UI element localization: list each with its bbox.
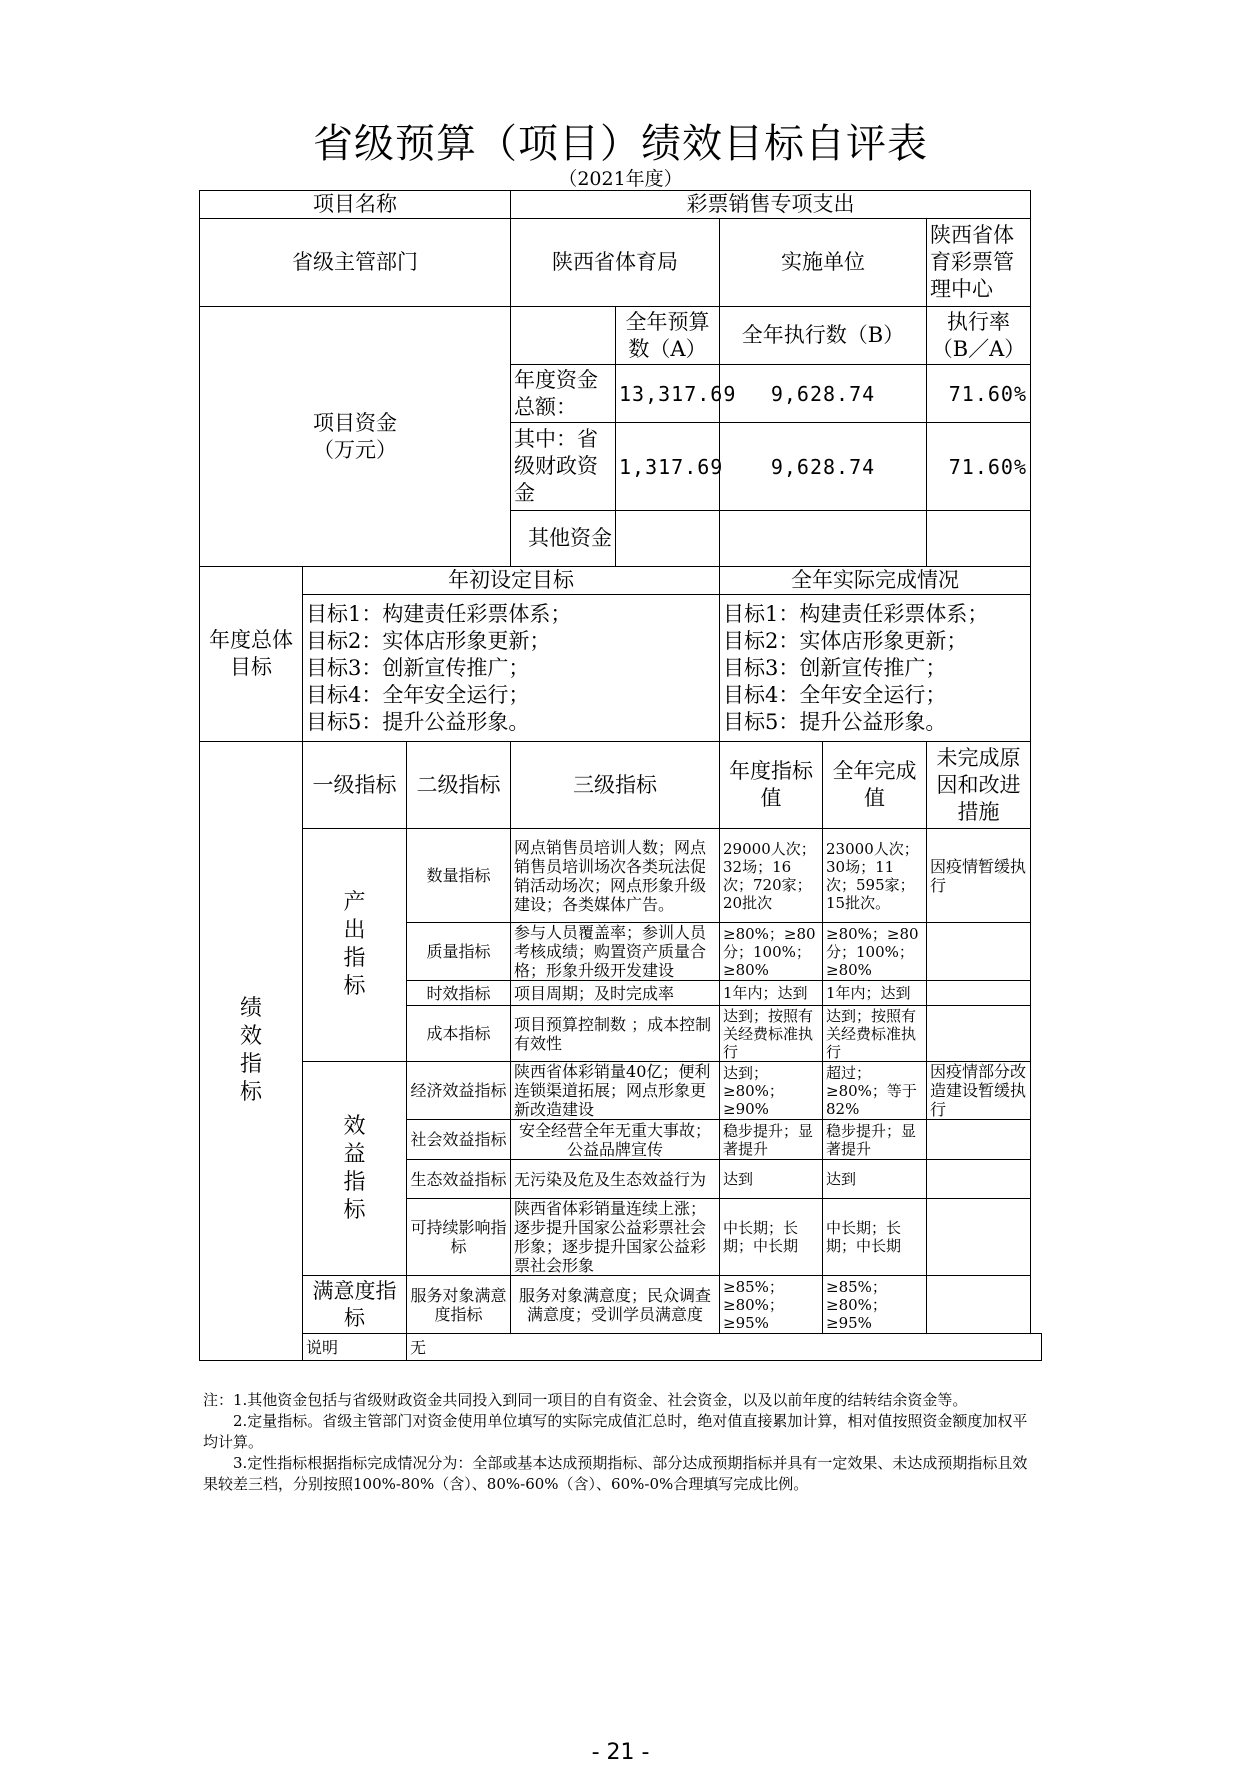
page-number: - 21 - — [591, 1740, 650, 1765]
benefit-reason — [927, 1120, 1031, 1160]
col-budget-header: 全年预算数（A） — [616, 307, 720, 365]
project-name-value: 彩票销售专项支出 — [511, 191, 1031, 219]
benefit-label — [303, 1062, 407, 1276]
goals-label: 年度总体目标 — [200, 567, 303, 742]
output-l2: 成本指标 — [407, 1006, 511, 1062]
funds-rate-value: 71.60% — [927, 365, 1031, 423]
note-2: 2.定量指标。省级主管部门对资金使用单位填写的实际完成值汇总时，绝对值直接累加计算，相对值按照资金额度加权平均计算。 — [203, 1412, 1028, 1451]
benefit-l2: 经济效益指标 — [407, 1062, 511, 1120]
note-3: 3.定性指标根据指标完成情况分为：全部或基本达成预期指标、部分达成预期指标并具有一定效果、未达成预期指标且效果较差三档，分别按照100%-80%（含）、80%-60%（含）、60%-0%合理填写完成比例。 — [203, 1454, 1028, 1493]
output-l2: 数量指标 — [407, 829, 511, 923]
output-actual: 达到；按照有关经费标准执行 — [823, 1006, 927, 1062]
funds-row-label: 其他资金 — [511, 511, 616, 567]
benefit-actual: 稳步提升；显著提升 — [823, 1120, 927, 1160]
header-l2: 二级指标 — [407, 742, 511, 829]
output-reason — [927, 923, 1031, 981]
funds-header-blank — [511, 307, 616, 365]
output-l3: 网点销售员培训人数；网点销售员培训场次各类玩法促销活动场次；网点形象升级建设；各类媒体广告。 — [511, 829, 720, 923]
benefit-l3: 陕西省体彩销量40亿；便利连锁渠道拓展；网点形象更新改造建设 — [511, 1062, 720, 1120]
funds-rate-value — [927, 511, 1031, 567]
indicators-label — [200, 742, 303, 1361]
goals-actual-text: 目标1：构建责任彩票体系； 目标2：实体店形象更新； 目标3：创新宣传推广； 目标4：全年安全运行； 目标5：提升公益形象。 — [720, 595, 1031, 742]
benefit-l3: 陕西省体彩销量连续上涨；逐步提升国家公益彩票社会形象；逐步提升国家公益彩票社会形象 — [511, 1199, 720, 1276]
benefit-reason — [927, 1160, 1031, 1199]
project-name-label: 项目名称 — [200, 191, 511, 219]
satisfaction-l2: 服务对象满意度指标 — [407, 1276, 511, 1334]
funds-exec-value — [720, 511, 927, 567]
benefit-target: 中长期；长期；中长期 — [720, 1199, 823, 1276]
output-label-text: 产出指标 — [343, 890, 366, 999]
output-reason: 因疫情暂缓执行 — [927, 829, 1031, 923]
satisfaction-reason — [927, 1276, 1031, 1334]
output-l3: 项目预算控制数 ；成本控制有效性 — [511, 1006, 720, 1062]
satisfaction-actual: ≥85%；≥80%；≥95% — [823, 1276, 927, 1334]
benefit-actual: 达到 — [823, 1160, 927, 1199]
header-actual: 全年完成值 — [823, 742, 927, 829]
output-actual: 23000人次；30场；11次；595家；15批次。 — [823, 829, 927, 923]
col-exec-header: 全年执行数（B） — [720, 307, 927, 365]
output-l2: 质量指标 — [407, 923, 511, 981]
satisfaction-l3: 服务对象满意度；民众调查满意度；受训学员满意度 — [511, 1276, 720, 1334]
output-actual: ≥80%；≥80分；100%；≥80% — [823, 923, 927, 981]
benefit-target: 达到 — [720, 1160, 823, 1199]
goals-actual-header: 全年实际完成情况 — [720, 567, 1031, 595]
output-target: 1年内；达到 — [720, 981, 823, 1006]
performance-table — [199, 190, 1042, 1361]
funds-row-label: 年度资金总额： — [511, 365, 616, 423]
notes — [203, 1390, 1038, 1495]
note-1: 注：1.其他资金包括与省级财政资金共同投入到同一项目的自有资金、社会资金，以及以前年度的结转结余资金等。 — [203, 1391, 968, 1409]
funds-exec-value: 9,628.74 — [720, 423, 927, 511]
header-reason: 未完成原因和改进措施 — [927, 742, 1031, 829]
remark-label: 说明 — [303, 1334, 407, 1361]
benefit-l3: 无污染及危及生态效益行为 — [511, 1160, 720, 1199]
funds-budget-value: 13,317.69 — [616, 365, 720, 423]
goals-set-text: 目标1：构建责任彩票体系； 目标2：实体店形象更新； 目标3：创新宣传推广； 目标4：全年安全运行； 目标5：提升公益形象。 — [303, 595, 720, 742]
output-l2: 时效指标 — [407, 981, 511, 1006]
benefit-l3: 安全经营全年无重大事故；公益品牌宣传 — [511, 1120, 720, 1160]
output-actual: 1年内；达到 — [823, 981, 927, 1006]
satisfaction-target: ≥85%；≥80%；≥95% — [720, 1276, 823, 1334]
output-label — [303, 829, 407, 1062]
output-target: 29000人次；32场；16次；720家；20批次 — [720, 829, 823, 923]
benefit-actual: 超过；≥80%；等于82% — [823, 1062, 927, 1120]
benefit-l2: 生态效益指标 — [407, 1160, 511, 1199]
remark-value: 无 — [407, 1334, 1042, 1361]
funds-row-label: 其中：省级财政资金 — [511, 423, 616, 511]
funds-label — [200, 307, 511, 567]
indicators-label-text: 绩效指标 — [239, 996, 262, 1105]
funds-rate-value: 71.60% — [927, 423, 1031, 511]
dept-label: 省级主管部门 — [200, 219, 511, 307]
funds-budget-value — [616, 511, 720, 567]
benefit-label-text: 效益指标 — [343, 1113, 366, 1223]
benefit-target: 稳步提升；显著提升 — [720, 1120, 823, 1160]
header-l3: 三级指标 — [511, 742, 720, 829]
benefit-reason: 因疫情部分改造建设暂缓执行 — [927, 1062, 1031, 1120]
funds-budget-value: 1,317.69 — [616, 423, 720, 511]
output-target: ≥80%；≥80分；100%；≥80% — [720, 923, 823, 981]
funds-label-text: 项目资金（万元） — [313, 410, 397, 462]
output-reason — [927, 981, 1031, 1006]
header-target: 年度指标值 — [720, 742, 823, 829]
output-l3: 参与人员覆盖率；参训人员考核成绩；购置资产质量合格；形象升级开发建设 — [511, 923, 720, 981]
funds-exec-value: 9,628.74 — [720, 365, 927, 423]
page-title: 省级预算（项目）绩效目标自评表 — [313, 121, 928, 167]
benefit-actual: 中长期；长期；中长期 — [823, 1199, 927, 1276]
goals-set-header: 年初设定目标 — [303, 567, 720, 595]
satisfaction-label: 满意度指标 — [303, 1276, 407, 1334]
year-subtitle: （2021年度） — [558, 168, 683, 190]
col-rate-header: 执行率（B／A） — [927, 307, 1031, 365]
benefit-target: 达到；≥80%；≥90% — [720, 1062, 823, 1120]
output-reason — [927, 1006, 1031, 1062]
output-l3: 项目周期；及时完成率 — [511, 981, 720, 1006]
benefit-l2: 可持续影响指标 — [407, 1199, 511, 1276]
impl-unit-label: 实施单位 — [720, 219, 927, 307]
header-l1: 一级指标 — [303, 742, 407, 829]
output-target: 达到；按照有关经费标准执行 — [720, 1006, 823, 1062]
benefit-reason — [927, 1199, 1031, 1276]
impl-unit-value: 陕西省体育彩票管理中心 — [927, 219, 1031, 307]
benefit-l2: 社会效益指标 — [407, 1120, 511, 1160]
dept-value: 陕西省体育局 — [511, 219, 720, 307]
